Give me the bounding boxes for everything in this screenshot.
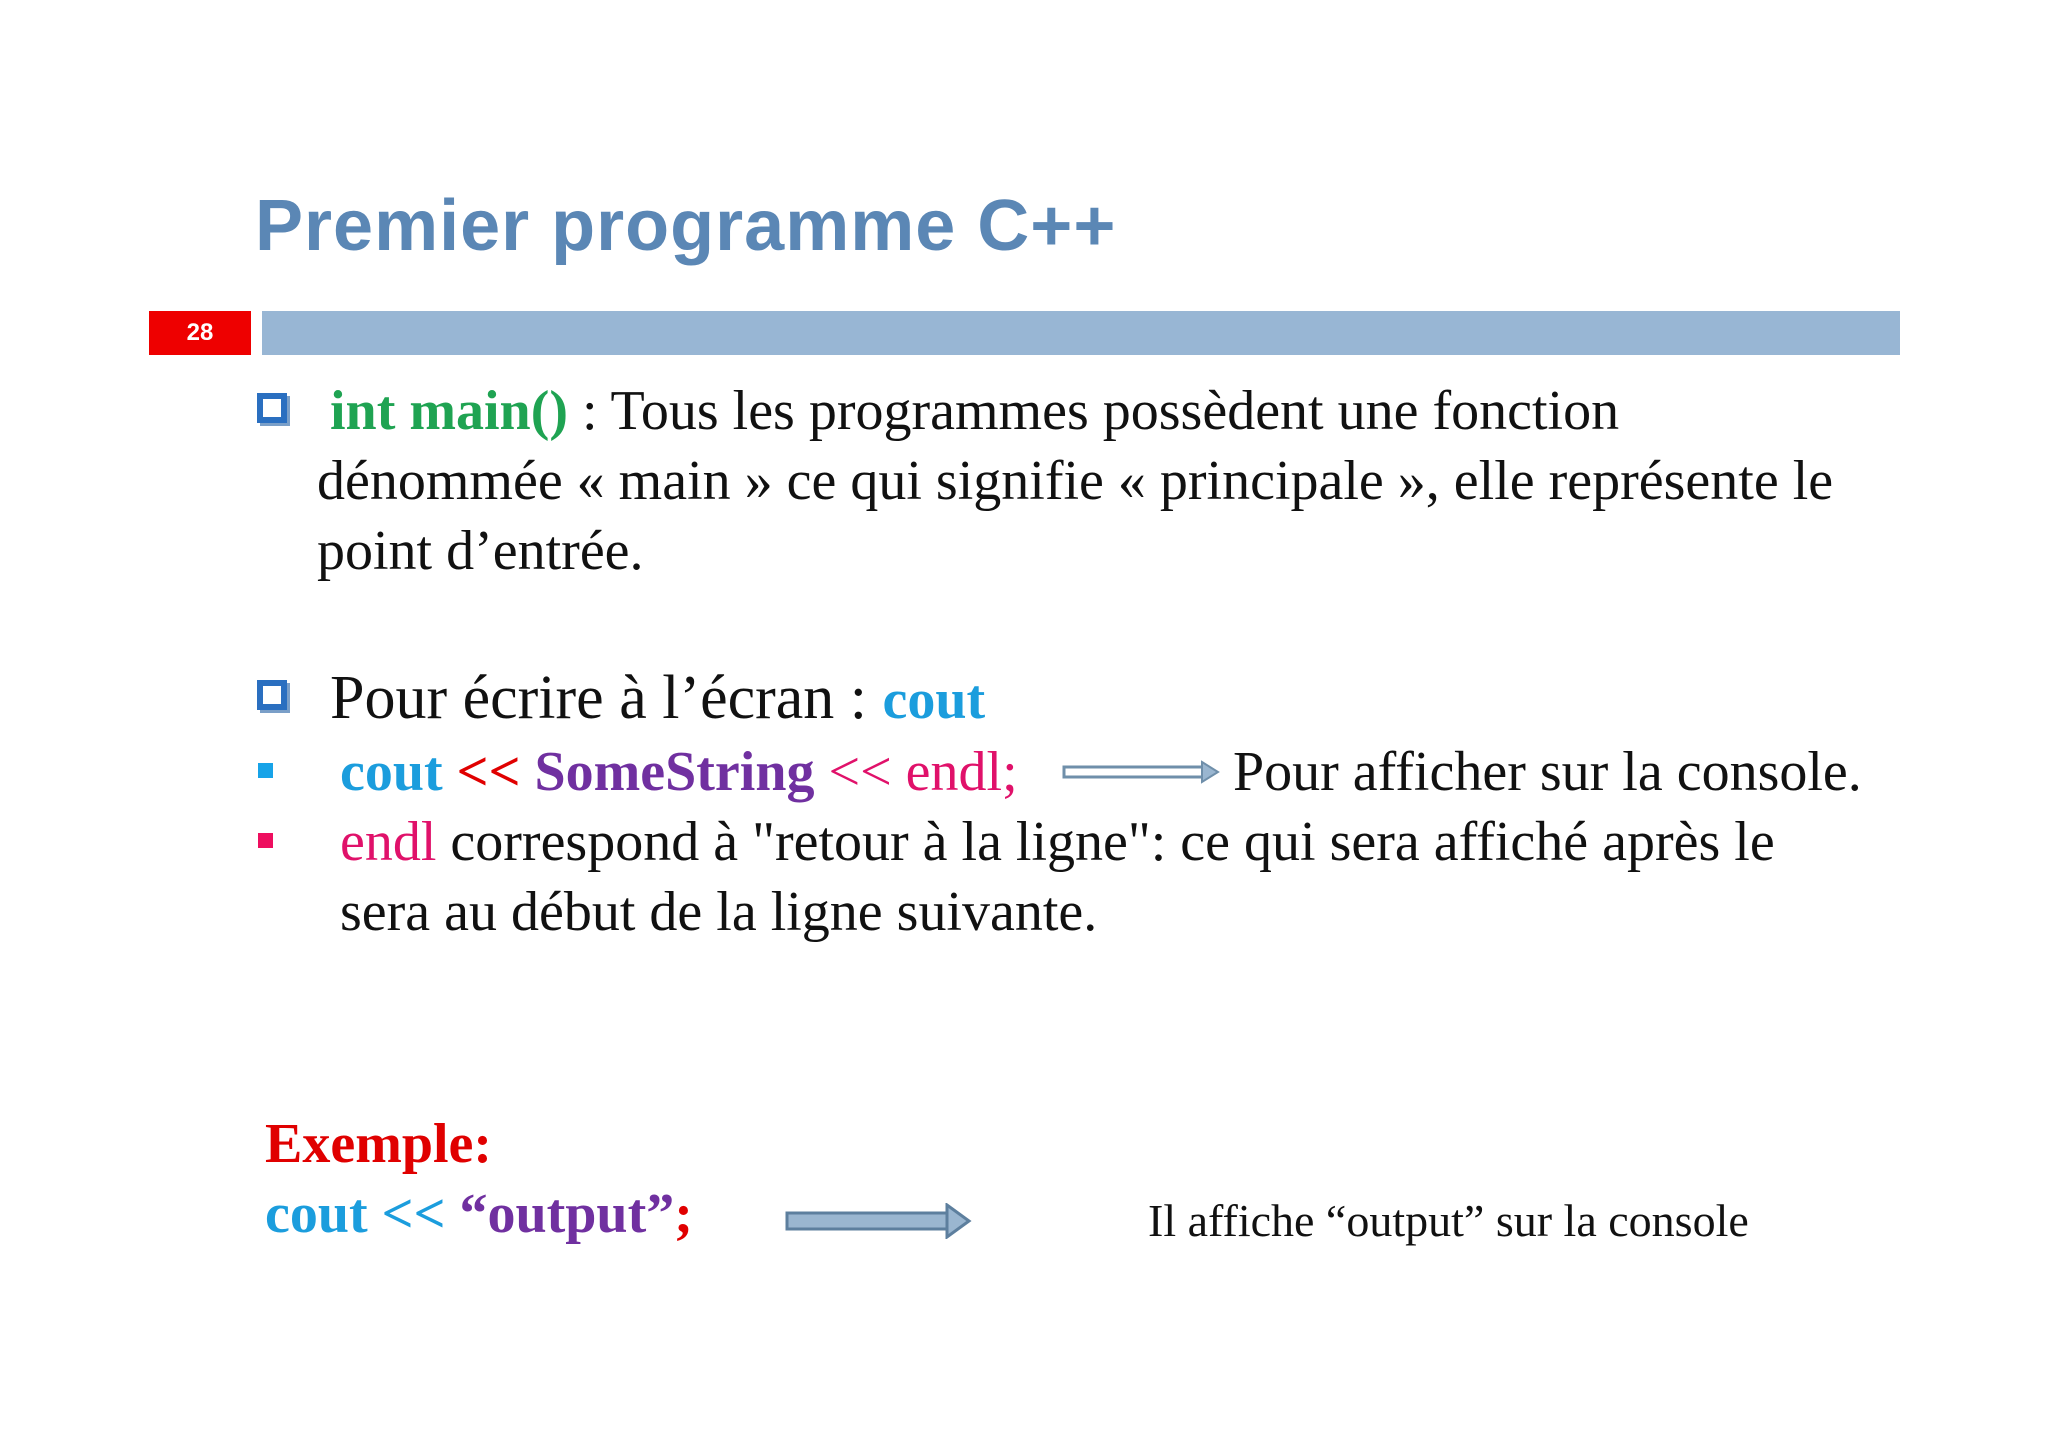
arrow-right-icon bbox=[1062, 760, 1222, 784]
code-somestring: SomeString bbox=[534, 741, 815, 803]
code-operator: << bbox=[367, 1183, 460, 1245]
checkbox-icon bbox=[257, 680, 287, 710]
sub1-description: Pour afficher sur la console. bbox=[1233, 741, 1862, 803]
bullet1-line3: point d’entrée. bbox=[317, 520, 644, 582]
code-cout: cout bbox=[340, 741, 443, 803]
page-number-badge: 28 bbox=[149, 311, 251, 355]
slide-title: Premier programme C++ bbox=[255, 186, 1117, 266]
example-description: Il affiche “output” sur la console bbox=[1148, 1195, 1749, 1246]
code-string: “output” bbox=[459, 1183, 675, 1245]
code-int-main: int main() bbox=[330, 380, 568, 442]
bullet2-text: Pour écrire à l’écran : bbox=[330, 664, 883, 732]
code-endl: endl bbox=[340, 811, 437, 873]
square-bullet-icon bbox=[258, 763, 273, 778]
title-divider-bar bbox=[262, 311, 1900, 355]
code-operator: << bbox=[442, 741, 535, 803]
code-endl: << endl; bbox=[814, 741, 1018, 803]
sub2-line2: sera au début de la ligne suivante. bbox=[340, 881, 1098, 943]
bullet1-line2: dénommée « main » ce qui signifie « principale », elle représente le bbox=[317, 450, 1834, 512]
example-label: Exemple: bbox=[265, 1113, 493, 1175]
example-code bbox=[265, 1183, 693, 1245]
code-cout: cout bbox=[265, 1183, 368, 1245]
bullet2-line bbox=[330, 664, 986, 732]
arrow-right-icon bbox=[783, 1203, 973, 1239]
code-semicolon: ; bbox=[674, 1183, 693, 1245]
sub1-code bbox=[340, 741, 1018, 803]
bullet1-text: : Tous les programmes possèdent une fonction bbox=[568, 380, 1620, 442]
sub2-line1 bbox=[340, 811, 1775, 873]
bullet1-line1 bbox=[330, 380, 1620, 442]
sub2-text: correspond à "retour à la ligne": ce qui sera affiché après le bbox=[436, 811, 1775, 873]
code-cout: cout bbox=[882, 669, 986, 731]
square-bullet-icon bbox=[258, 833, 273, 848]
checkbox-icon bbox=[257, 393, 287, 423]
